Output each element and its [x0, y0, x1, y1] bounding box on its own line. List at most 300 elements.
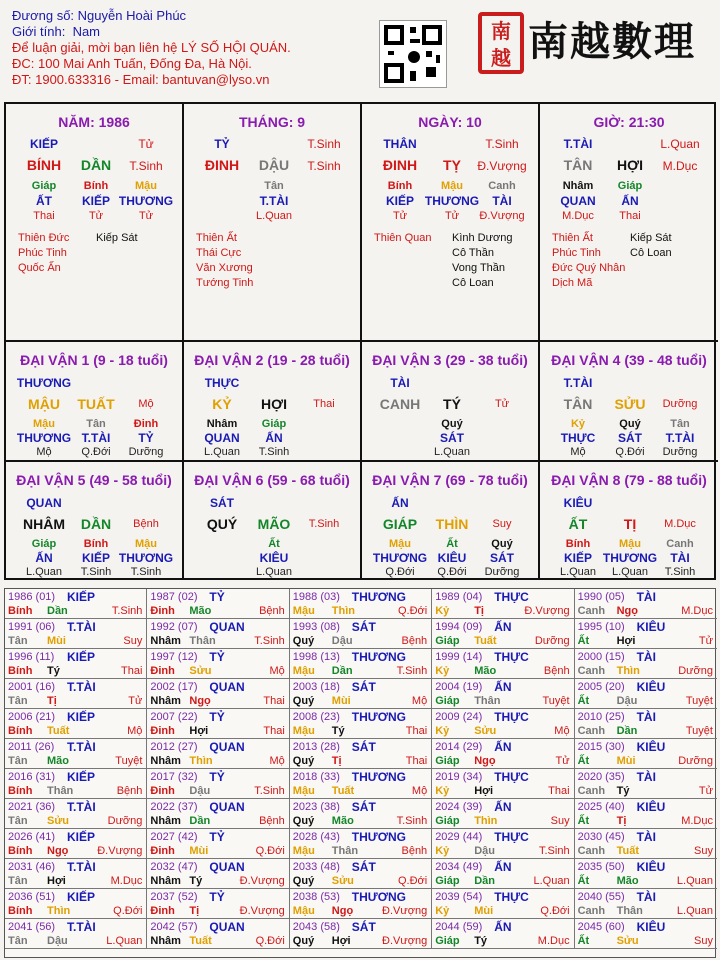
- dai-van-branch: THÌN: [435, 516, 469, 532]
- hidden-god: T.TÀI: [81, 431, 111, 445]
- hidden-stem: Nhâm: [562, 180, 594, 192]
- dai-van-title: ĐẠI VẬN 3 (29 - 38 tuổi): [372, 352, 528, 368]
- hidden-god: THƯƠNG: [424, 194, 480, 208]
- year-cell: [432, 589, 574, 619]
- year-label: 1995 (10): [577, 621, 625, 633]
- year-branch: Tị: [474, 605, 484, 617]
- address-line: ĐC: 100 Mai Anh Tuấn, Đống Đa, Hà Nội.: [12, 56, 252, 71]
- hidden-god: KIÊU: [259, 551, 289, 565]
- year-god: KIÊU: [636, 860, 666, 874]
- hidden-state: T.Sinh: [258, 446, 290, 458]
- owner-name: Nguyễn Hoài Phúc: [77, 8, 187, 23]
- hidden-god: ẤN: [265, 431, 283, 445]
- year-stem: Kỷ: [435, 905, 450, 917]
- year-branch: Sửu: [474, 725, 497, 737]
- year-stem: Mậu: [292, 785, 315, 797]
- year-branch: Mão: [474, 665, 497, 677]
- pillar-title: GIỜ: 21:30: [593, 114, 665, 130]
- year-stem: Ất: [577, 695, 590, 707]
- year-cell: [147, 859, 289, 889]
- dai-van-state: Thai: [313, 398, 335, 410]
- year-cell: [147, 799, 289, 829]
- year-cell: [147, 679, 289, 709]
- year-god: KIÊU: [636, 740, 666, 754]
- year-state: Đ.Vượng: [97, 845, 143, 857]
- dai-van-stem: KỶ: [212, 396, 232, 412]
- hidden-stem: Tân: [86, 418, 106, 430]
- yearly-luck-table: [4, 588, 716, 958]
- year-god: T.TÀI: [67, 620, 96, 634]
- year-state: Bệnh: [116, 785, 143, 797]
- year-label: 2007 (22): [150, 711, 198, 723]
- pillar-stem-state: T.Sinh: [129, 159, 163, 173]
- year-god: THỰC: [494, 590, 529, 604]
- pillar-god-state: T.Sinh: [485, 137, 519, 151]
- hidden-stem: Giáp: [31, 538, 57, 550]
- year-god: KIẾP: [67, 830, 96, 844]
- year-stem: Tân: [8, 815, 28, 827]
- year-cell: [5, 679, 147, 709]
- dai-van-stem: TÂN: [563, 396, 593, 412]
- year-branch: Sửu: [189, 665, 212, 677]
- hidden-stem: Canh: [666, 538, 694, 550]
- header-info: [12, 8, 291, 88]
- year-state: T.Sinh: [254, 785, 285, 797]
- year-stem: Bính: [8, 845, 33, 857]
- hidden-state: Thai: [619, 210, 641, 222]
- year-branch: Hợi: [331, 935, 351, 947]
- year-stem: Kỷ: [435, 725, 450, 737]
- year-stem: Giáp: [435, 815, 460, 827]
- year-branch: Tị: [47, 695, 57, 707]
- year-god: SÁT: [351, 860, 376, 874]
- year-state: Bệnh: [259, 815, 285, 827]
- dai-van-god: THỰC: [204, 376, 240, 390]
- year-branch: Dậu: [474, 845, 495, 857]
- year-state: Q.Đới: [397, 875, 428, 887]
- year-branch: Dần: [331, 665, 353, 677]
- year-god: SÁT: [351, 680, 376, 694]
- year-god: QUAN: [209, 860, 245, 874]
- hidden-god: T.TÀI: [259, 194, 289, 208]
- hidden-state: L.Quan: [433, 446, 471, 458]
- year-cell: [147, 739, 289, 769]
- dai-van-state: Mộ: [138, 398, 154, 410]
- dai-van-title: ĐẠI VẬN 8 (79 - 88 tuổi): [551, 472, 707, 488]
- hidden-god: QUAN: [560, 194, 596, 208]
- dai-van-branch: SỬU: [614, 396, 646, 412]
- hidden-state: L.Quan: [611, 566, 649, 578]
- hidden-stem: Mậu: [135, 180, 157, 192]
- year-branch: Mùi: [189, 845, 209, 857]
- hidden-state: Đ.Vượng: [479, 210, 525, 222]
- year-god: THƯƠNG: [351, 830, 406, 844]
- year-god: THƯƠNG: [351, 650, 406, 664]
- year-cell: [575, 619, 717, 649]
- year-god: ẤN: [494, 860, 512, 874]
- year-stem: Quý: [292, 815, 315, 827]
- year-cell: [5, 589, 147, 619]
- year-cell: [575, 859, 717, 889]
- year-god: T.TÀI: [67, 860, 96, 874]
- hidden-god: THƯƠNG: [602, 551, 658, 565]
- dai-van-god: QUAN: [26, 496, 62, 510]
- year-stem: Giáp: [435, 635, 460, 647]
- year-label: 2017 (32): [150, 771, 198, 783]
- dai-van-state: Bệnh: [133, 518, 159, 530]
- dai-van-stem: NHÂM: [23, 516, 65, 532]
- hidden-god: QUAN: [204, 431, 240, 445]
- year-branch: Thìn: [47, 905, 71, 917]
- year-stem: Canh: [577, 725, 606, 737]
- hidden-stem: Giáp: [31, 180, 57, 192]
- year-cell: [290, 859, 432, 889]
- year-cell: [290, 919, 432, 949]
- year-stem: Nhâm: [150, 755, 181, 767]
- year-state: Bệnh: [401, 635, 428, 647]
- star-item: Cô Loan: [452, 277, 494, 289]
- year-label: 2031 (46): [8, 861, 56, 873]
- year-god: TÀI: [636, 650, 656, 664]
- year-stem: Quý: [292, 875, 315, 887]
- year-cell: [5, 829, 147, 859]
- year-branch: Hợi: [616, 635, 636, 647]
- pillar-branch: HỢI: [617, 157, 643, 173]
- hidden-god: ẤN: [621, 194, 639, 208]
- year-stem: Canh: [577, 785, 606, 797]
- seal-text: 南 越: [491, 19, 511, 70]
- year-cell: [147, 619, 289, 649]
- pillar-branch: TỴ: [443, 157, 461, 173]
- year-label: 2036 (51): [8, 891, 56, 903]
- year-label: 2024 (39): [435, 801, 483, 813]
- star-item: Vong Thần: [452, 262, 506, 274]
- star-item: Tướng Tinh: [196, 277, 254, 289]
- pillar-stem: ĐINH: [382, 157, 418, 173]
- year-god: THỰC: [494, 650, 529, 664]
- dai-van-state: Tử: [494, 398, 510, 410]
- dai-van-cell: [362, 462, 540, 580]
- star-item: Kình Dương: [452, 232, 513, 244]
- year-branch: Tuất: [47, 725, 70, 737]
- year-cell: [5, 649, 147, 679]
- year-cell: [432, 859, 574, 889]
- year-label: 1999 (14): [435, 651, 483, 663]
- year-god: TÀI: [636, 830, 656, 844]
- year-state: M.Dục: [537, 935, 570, 947]
- hidden-god: SÁT: [440, 431, 464, 445]
- hidden-god: T.TÀI: [665, 431, 695, 445]
- year-stem: Quý: [292, 755, 315, 767]
- year-branch: Tý: [331, 725, 345, 737]
- year-god: TỶ: [209, 650, 225, 664]
- dai-van-cell: [540, 342, 718, 462]
- year-state: Dưỡng: [678, 665, 713, 677]
- hidden-state: T.Sinh: [664, 566, 696, 578]
- year-stem: Canh: [577, 665, 606, 677]
- year-god: THƯƠNG: [351, 710, 406, 724]
- year-branch: Tuất: [189, 935, 212, 947]
- year-stem: Tân: [8, 635, 28, 647]
- year-god: KIẾP: [67, 590, 96, 604]
- year-cell: [432, 739, 574, 769]
- dai-van-stem: GIÁP: [382, 516, 418, 532]
- year-label: 1994 (09): [435, 621, 483, 633]
- year-state: T.Sinh: [539, 845, 570, 857]
- year-state: Q.Đới: [255, 935, 285, 947]
- year-state: L.Quan: [676, 875, 713, 887]
- year-cell: [432, 889, 574, 919]
- year-label: 2035 (50): [577, 861, 625, 873]
- year-stem: Đinh: [150, 785, 175, 797]
- year-state: T.Sinh: [254, 635, 285, 647]
- dai-van-god: T.TÀI: [563, 376, 593, 390]
- year-stem: Kỷ: [435, 605, 450, 617]
- year-cell: [5, 709, 147, 739]
- star-item: Cô Thần: [452, 247, 494, 259]
- year-branch: Ngọ: [616, 605, 638, 617]
- pillar-god-state: Tử: [138, 137, 154, 151]
- year-cell: [432, 649, 574, 679]
- year-state: Suy: [550, 815, 570, 827]
- hidden-god: KIẾP: [81, 551, 111, 565]
- hidden-god: THƯƠNG: [372, 551, 428, 565]
- year-branch: Sửu: [331, 875, 354, 887]
- year-label: 2028 (43): [292, 831, 340, 843]
- year-stem: Bính: [8, 605, 33, 617]
- year-god: TỶ: [209, 710, 225, 724]
- pillar-stem-state: Đ.Vượng: [477, 159, 527, 173]
- year-branch: Dậu: [189, 785, 211, 797]
- year-cell: [5, 619, 147, 649]
- year-cell: [290, 679, 432, 709]
- year-label: 2009 (24): [435, 711, 483, 723]
- pillar-god-state: L.Quan: [660, 137, 700, 151]
- dai-van-god: ẤN: [391, 496, 409, 510]
- star-item: Thiên Ất: [196, 232, 237, 244]
- year-label: 2016 (31): [8, 771, 56, 783]
- year-cell: [432, 799, 574, 829]
- year-label: 2042 (57): [150, 921, 198, 933]
- year-stem: Kỷ: [435, 665, 450, 677]
- year-cell: [5, 739, 147, 769]
- year-label: 1989 (04): [435, 591, 483, 603]
- dai-van-cell: [540, 462, 718, 580]
- year-branch: Mão: [189, 605, 212, 617]
- year-branch: Dậu: [47, 935, 68, 947]
- year-branch: Thìn: [189, 755, 213, 767]
- dai-van-cell: [6, 342, 184, 462]
- year-god: ẤN: [494, 740, 512, 754]
- hidden-state: T.Sinh: [80, 566, 112, 578]
- year-state: Bệnh: [401, 845, 428, 857]
- year-state: Mộ: [269, 755, 285, 767]
- dai-van-stem: MẬU: [28, 396, 60, 412]
- year-god: THƯƠNG: [351, 770, 406, 784]
- dai-van-branch: MÃO: [257, 516, 291, 532]
- year-god: KIẾP: [67, 770, 96, 784]
- year-label: 1996 (11): [8, 651, 55, 663]
- year-cell: [147, 649, 289, 679]
- pillar-god: T.TÀI: [563, 137, 593, 151]
- dai-van-branch: DẦN: [80, 516, 112, 532]
- hidden-stem: Tân: [670, 418, 690, 430]
- year-stem: Ất: [577, 815, 590, 827]
- year-god: QUAN: [209, 740, 245, 754]
- hidden-stem: Đinh: [133, 418, 159, 430]
- owner-label: Đương số:: [12, 8, 75, 23]
- year-state: Thai: [405, 755, 428, 767]
- year-stem: Giáp: [435, 935, 460, 947]
- hidden-stem: Canh: [488, 180, 516, 192]
- hidden-god: KIẾP: [385, 194, 415, 208]
- year-state: Tử: [128, 695, 143, 707]
- year-cell: [147, 589, 289, 619]
- hidden-god: THỰC: [560, 431, 596, 445]
- year-state: L.Quan: [676, 905, 713, 917]
- hidden-state: Dưỡng: [662, 446, 698, 458]
- pillar-title: NĂM: 1986: [58, 114, 130, 130]
- year-label: 2014 (29): [435, 741, 483, 753]
- year-label: 2029 (44): [435, 831, 483, 843]
- year-label: 2008 (23): [292, 711, 340, 723]
- year-state: Q.Đới: [113, 905, 143, 917]
- dai-van-stem: CANH: [379, 396, 421, 412]
- year-stem: Kỷ: [435, 785, 450, 797]
- year-branch: Thân: [47, 785, 74, 797]
- year-cell: [290, 739, 432, 769]
- year-cell: [432, 709, 574, 739]
- year-label: 2010 (25): [577, 711, 625, 723]
- year-label: 2040 (55): [577, 891, 625, 903]
- dai-van-god: SÁT: [210, 496, 234, 510]
- year-god: KIÊU: [636, 920, 666, 934]
- hidden-state: Thai: [33, 210, 55, 222]
- year-god: TÀI: [636, 590, 656, 604]
- star-item: Thiên Đức: [18, 232, 70, 244]
- year-label: 2045 (60): [577, 921, 625, 933]
- year-state: M.Dục: [110, 875, 143, 887]
- year-label: 2041 (56): [8, 921, 56, 933]
- year-label: 1998 (13): [292, 651, 340, 663]
- red-seal-logo: [478, 12, 524, 74]
- year-branch: Tý: [474, 935, 488, 947]
- hidden-god: ẤN: [35, 551, 53, 565]
- hidden-stem: Mậu: [389, 538, 411, 550]
- year-state: Suy: [694, 935, 713, 947]
- year-god: TỶ: [209, 830, 225, 844]
- year-cell: [5, 769, 147, 799]
- hidden-god: KIẾP: [81, 194, 111, 208]
- year-god: ẤN: [494, 920, 512, 934]
- hidden-stem: Ất: [446, 538, 458, 550]
- gender-value: Nam: [72, 24, 101, 39]
- year-stem: Bính: [8, 785, 33, 797]
- year-label: 2026 (41): [8, 831, 56, 843]
- year-branch: Tị: [616, 815, 627, 827]
- star-item: Thiên Ất: [552, 232, 593, 244]
- year-cell: [575, 739, 717, 769]
- year-label: 2018 (33): [292, 771, 340, 783]
- year-stem: Tân: [8, 695, 28, 707]
- dai-van-title: ĐẠI VẬN 2 (19 - 28 tuổi): [194, 352, 350, 368]
- year-cell: [575, 679, 717, 709]
- year-branch: Tị: [331, 755, 342, 767]
- year-label: 1990 (05): [577, 591, 625, 603]
- hidden-god: TÀI: [492, 194, 512, 208]
- year-stem: Mậu: [292, 725, 315, 737]
- year-stem: Giáp: [435, 695, 460, 707]
- year-stem: Bính: [8, 665, 33, 677]
- year-state: Mộ: [411, 695, 428, 707]
- year-stem: Đinh: [150, 845, 175, 857]
- hidden-god: SÁT: [618, 431, 642, 445]
- year-branch: Thân: [189, 635, 216, 647]
- hidden-state: Q.Đới: [615, 446, 645, 458]
- year-branch: Mão: [47, 755, 69, 767]
- year-state: Suy: [694, 845, 713, 857]
- year-cell: [5, 919, 147, 949]
- year-label: 2004 (19): [435, 681, 483, 693]
- year-stem: Tân: [8, 755, 28, 767]
- hidden-state: Q.Đới: [81, 446, 111, 458]
- year-state: Thai: [548, 785, 570, 797]
- year-state: Q.Đới: [397, 605, 428, 617]
- year-branch: Dần: [474, 875, 495, 887]
- year-stem: Canh: [577, 605, 606, 617]
- hidden-state: Mộ: [570, 446, 586, 458]
- year-label: 2015 (30): [577, 741, 625, 753]
- year-state: Bệnh: [543, 665, 570, 677]
- year-branch: Ngọ: [189, 695, 211, 707]
- hidden-stem: Mậu: [33, 418, 55, 430]
- year-stem: Quý: [292, 935, 315, 947]
- year-god: T.TÀI: [67, 680, 96, 694]
- year-branch: Thân: [331, 845, 359, 857]
- year-state: Dưỡng: [107, 815, 143, 827]
- star-item: Thái Cực: [196, 247, 242, 259]
- year-stem: Nhâm: [150, 875, 181, 887]
- hidden-state: Q.Đới: [385, 566, 415, 578]
- qr-code[interactable]: [379, 20, 447, 88]
- year-state: Tuyệt: [685, 695, 713, 707]
- dai-van-state: Suy: [492, 518, 512, 530]
- year-god: THỰC: [494, 890, 529, 904]
- hidden-stem: Giáp: [617, 180, 643, 192]
- year-cell: [575, 829, 717, 859]
- pillar-stem: TÂN: [563, 157, 593, 173]
- year-state: Tử: [555, 755, 570, 767]
- year-branch: Mùi: [47, 635, 66, 647]
- year-state: Thai: [120, 665, 143, 677]
- year-stem: Ất: [577, 635, 590, 647]
- hidden-stem: Tân: [264, 180, 284, 192]
- year-state: M.Dục: [681, 815, 713, 827]
- pillar-stem: BÍNH: [26, 157, 62, 173]
- hidden-god: THƯƠNG: [118, 194, 174, 208]
- dai-van-state: Dưỡng: [662, 398, 698, 410]
- star-item: Phúc Tinh: [18, 247, 67, 259]
- year-label: 2006 (21): [8, 711, 56, 723]
- hidden-stem: Nhâm: [206, 418, 238, 430]
- dai-van-title: ĐẠI VẬN 5 (49 - 58 tuổi): [16, 472, 172, 488]
- pillar-title: NGÀY: 10: [418, 114, 482, 130]
- year-branch: Tuất: [331, 785, 355, 797]
- year-branch: Thìn: [616, 665, 640, 677]
- year-cell: [575, 709, 717, 739]
- hidden-stem: Bính: [83, 180, 109, 192]
- hidden-state: L.Quan: [559, 566, 597, 578]
